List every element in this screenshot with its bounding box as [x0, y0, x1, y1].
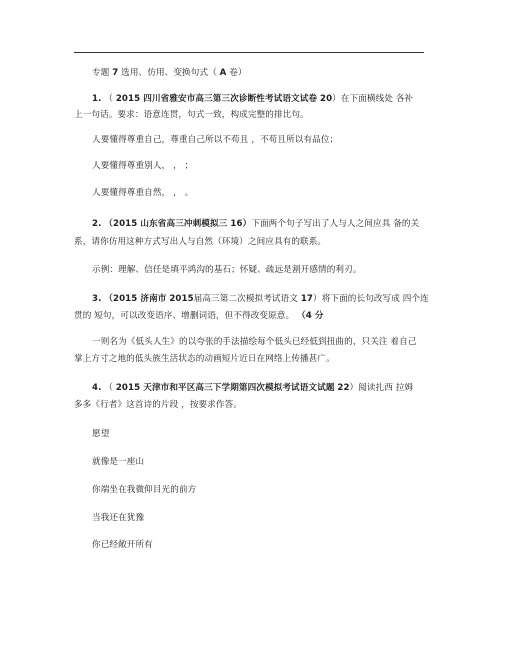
topic-heading: 专题 7 选用、仿用、变换句式（ A 卷）: [92, 68, 247, 78]
q3-paragraph-line-2: 掌上方寸之地的低头族生活状态的动画短片近日在网络上传播甚广。: [74, 354, 335, 364]
q1-sentence-3: 人要懂得尊重自然， ， 。: [92, 188, 194, 198]
question-1-line-1: 1. （ 2015 四川省雅安市高三第三次诊断性考试语文试卷 20）在下面横线处 各补: [92, 94, 414, 104]
poem-line: 当我还在犹豫: [92, 513, 145, 523]
poem-line: 就像是一座山: [92, 457, 145, 467]
question-2-line-1: 2. （2015 山东省高三冲刺模拟三 16）下面两个句子写出了人与人之间应具 备的关: [92, 219, 420, 229]
question-4-line-1: 4. （ 2015 天津市和平区高三下学期第四次模拟考试语文试题 22）阅读扎西 拉姆: [92, 383, 414, 393]
poem-line: 你已经敞开所有: [92, 540, 153, 550]
q1-sentence-1: 人要懂得尊重自己，尊重自己所以不苟且 ，不苟且所以有品位；: [92, 135, 339, 145]
question-3-line-2: 贯的 短句，可以改变语序、增删词语，但不得改变原意。 （4 分: [74, 311, 324, 321]
q3-paragraph-line-1: 一则名为《低头人生》的以夸张的手法描绘每个低头已经低到扭曲的，只关注 着自己: [92, 337, 417, 347]
q2-example: 示例：理解、信任是填平鸿沟的基石；怀疑、疏远是割开感情的利刃。: [92, 265, 362, 275]
q1-sentence-2: 人要懂得尊重别人， ， ；: [92, 161, 194, 171]
poem-line: 你端坐在我微仰目光的前方: [92, 485, 197, 495]
question-2-line-2: 系，请你仿用这种方式写出人与自然（环境）之间应具有的联系。: [74, 237, 327, 247]
header-rule: [74, 52, 424, 53]
question-4-line-2: 多多《行者》这首诗的片段 ，按要求作答。: [74, 400, 243, 410]
question-1-line-2: 上一句话。要求：语意连贯，句式一致，构成完整的排比句。: [74, 110, 309, 120]
poem-line: 愿望: [92, 429, 110, 439]
question-3-line-1: 3. （2015 济南市 2015届高三第二次模拟考试语文 17）将下面的长句改写成 四个连: [92, 294, 429, 304]
